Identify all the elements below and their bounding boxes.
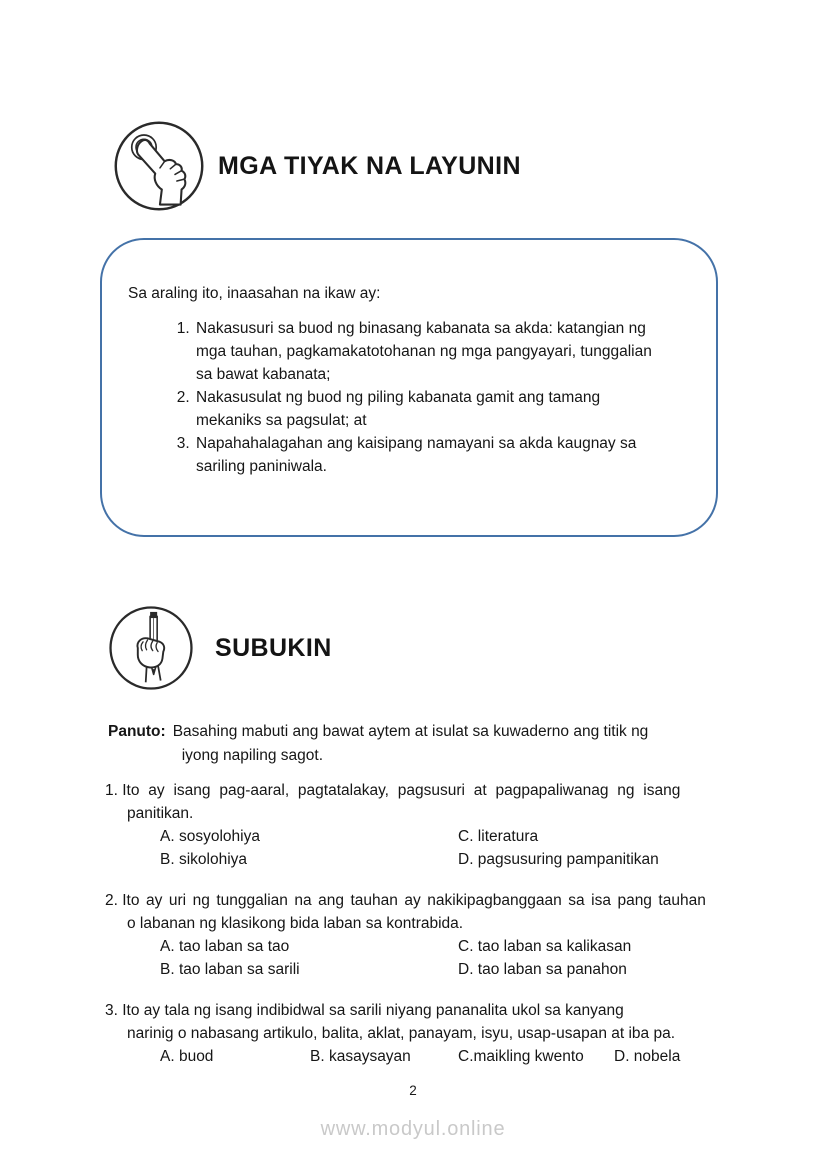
option: C. literatura [458, 828, 539, 845]
question-text [105, 999, 737, 1045]
option: A. buod [160, 1048, 214, 1065]
objective-line: 2. Nakasusulat ng buod ng piling kabanata gamit ang tamang [196, 389, 601, 406]
options [160, 825, 737, 871]
watermark: www.modyul.online [320, 1118, 506, 1140]
option: B. tao laban sa sarili [160, 961, 300, 978]
tap-hand-icon [112, 119, 206, 213]
question-line: Ito ay isang pag-aaral, pagtatalakay, pagsusuri at pagpapaliwanag ng isang [122, 782, 681, 799]
question-text [105, 779, 737, 825]
option: D. pagsusuring pampanitikan [458, 851, 659, 868]
question-number: 2. [105, 892, 118, 909]
question-3 [105, 999, 737, 1068]
options [160, 935, 737, 981]
page-number: 2 [409, 1083, 417, 1098]
panuto-text [173, 720, 649, 767]
option: C.maikling kwento [458, 1048, 584, 1065]
question-line: Ito ay uri ng tunggalian na ang tauhan ay nakikipagbanggaan sa isa pang tauhan [122, 892, 706, 909]
panuto-line: iyong napiling sagot. [181, 746, 324, 764]
questions [105, 779, 737, 1068]
objective-item [194, 317, 688, 386]
option: A. sosyolohiya [160, 828, 260, 845]
question-line: o labanan ng klasikong bida laban sa kontrabida. [127, 915, 464, 932]
panuto [108, 720, 648, 767]
question-number: 3. [105, 1002, 118, 1019]
objectives-section-header [112, 119, 521, 213]
question-text [105, 889, 737, 935]
objective-line: mekaniks sa pagsulat; at [196, 412, 367, 429]
question-1 [105, 779, 737, 871]
option: D. nobela [614, 1048, 681, 1065]
objectives-intro: Sa araling ito, inaasahan na ikaw ay: [128, 285, 381, 302]
panuto-label: Panuto: [108, 723, 166, 740]
objective-item [194, 432, 688, 478]
option: B. sikolohiya [160, 851, 248, 868]
option: C. tao laban sa kalikasan [458, 938, 632, 955]
question-2 [105, 889, 737, 981]
option: A. tao laban sa tao [160, 938, 290, 955]
question-line: narinig o nabasang artikulo, balita, aklat, panayam, isyu, usap-usapan at iba pa. [127, 1025, 676, 1042]
objective-line: 3. Napahahalagahan ang kaisipang namayani sa akda kaugnay sa [196, 435, 637, 452]
objective-line: 1. Nakasusuri sa buod ng binasang kabanata sa akda: katangian ng [196, 320, 646, 337]
question-line: Ito ay tala ng isang indibidwal sa sarili niyang pananalita ukol sa kanyang [122, 1002, 624, 1019]
objectives-box [100, 238, 718, 537]
objective-line: sariling paniniwala. [196, 458, 327, 475]
objectives-title: MGA TIYAK NA LAYUNIN [218, 151, 521, 180]
quiz-section-header [107, 604, 332, 692]
panuto-line: Basahing mabuti ang bawat aytem at isulat sa kuwaderno ang titik ng [172, 723, 649, 740]
objective-line: mga tauhan, pagkamakatotohanan ng mga pangyayari, tunggalian [196, 343, 652, 360]
objectives-list [128, 317, 688, 478]
option: D. tao laban sa panahon [458, 961, 627, 978]
option: B. kasaysayan [310, 1048, 411, 1065]
writing-hand-icon [107, 604, 195, 692]
options [160, 1045, 737, 1068]
question-line: panitikan. [127, 805, 194, 822]
quiz-title: SUBUKIN [215, 633, 332, 662]
objective-item [194, 386, 688, 432]
objective-line: sa bawat kabanata; [196, 366, 331, 383]
question-number: 1. [105, 782, 118, 799]
